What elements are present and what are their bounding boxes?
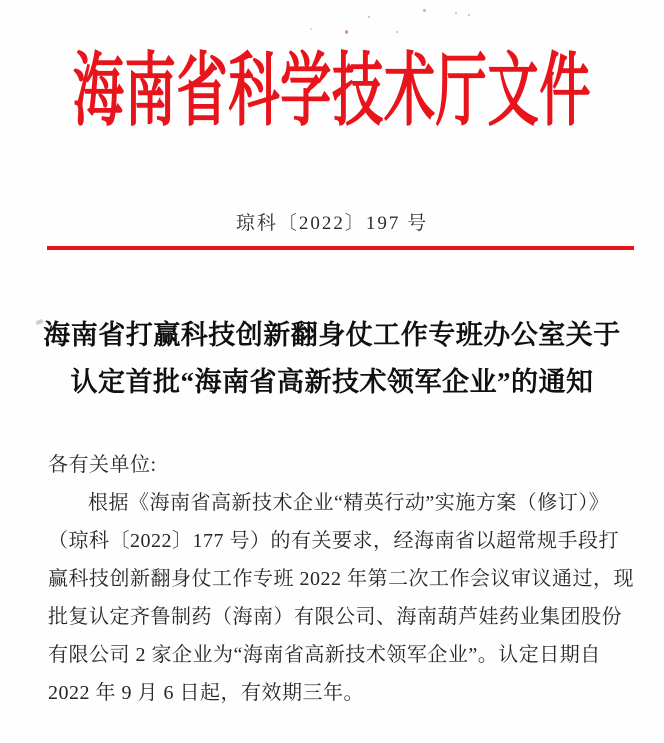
salutation: 各有关单位: [48, 454, 157, 476]
document-number: 琼科〔2022〕197 号 [235, 213, 429, 234]
document-title-line-1: 海南省打赢科技创新翻身仗工作专班办公室关于 [43, 320, 621, 350]
document-body [48, 446, 634, 712]
letterhead [0, 42, 664, 142]
letterhead-title: 海南省科学技术厅文件 [72, 48, 592, 136]
body-line: 根据《海南省高新技术企业“精英行动”实施方案（修订）》 [88, 492, 610, 514]
scan-speck [468, 14, 470, 16]
body-line: 赢科技创新翻身仗工作专班 2022 年第二次工作会议审议通过，现 [48, 568, 634, 590]
scan-speck [345, 30, 348, 34]
scan-speck [310, 28, 312, 30]
body-line: 批复认定齐鲁制药（海南）有限公司、海南葫芦娃药业集团股份 [48, 606, 622, 628]
body-line: 2022 年 9 月 6 日起，有效期三年。 [48, 682, 364, 704]
scan-speck [368, 16, 370, 18]
red-separator-line [47, 246, 634, 250]
body-line: 有限公司 2 家企业为“海南省高新技术领军企业”。认定日期自 [48, 644, 601, 666]
scan-speck [396, 31, 398, 33]
scan-speck [455, 12, 457, 14]
document-title-line-2: 认定首批“海南省高新技术领军企业”的通知 [70, 367, 594, 397]
document-title [20, 312, 644, 406]
body-line: （琼科〔2022〕177 号）的有关要求，经海南省以超常规手段打 [48, 530, 619, 552]
scan-speck [423, 9, 426, 12]
